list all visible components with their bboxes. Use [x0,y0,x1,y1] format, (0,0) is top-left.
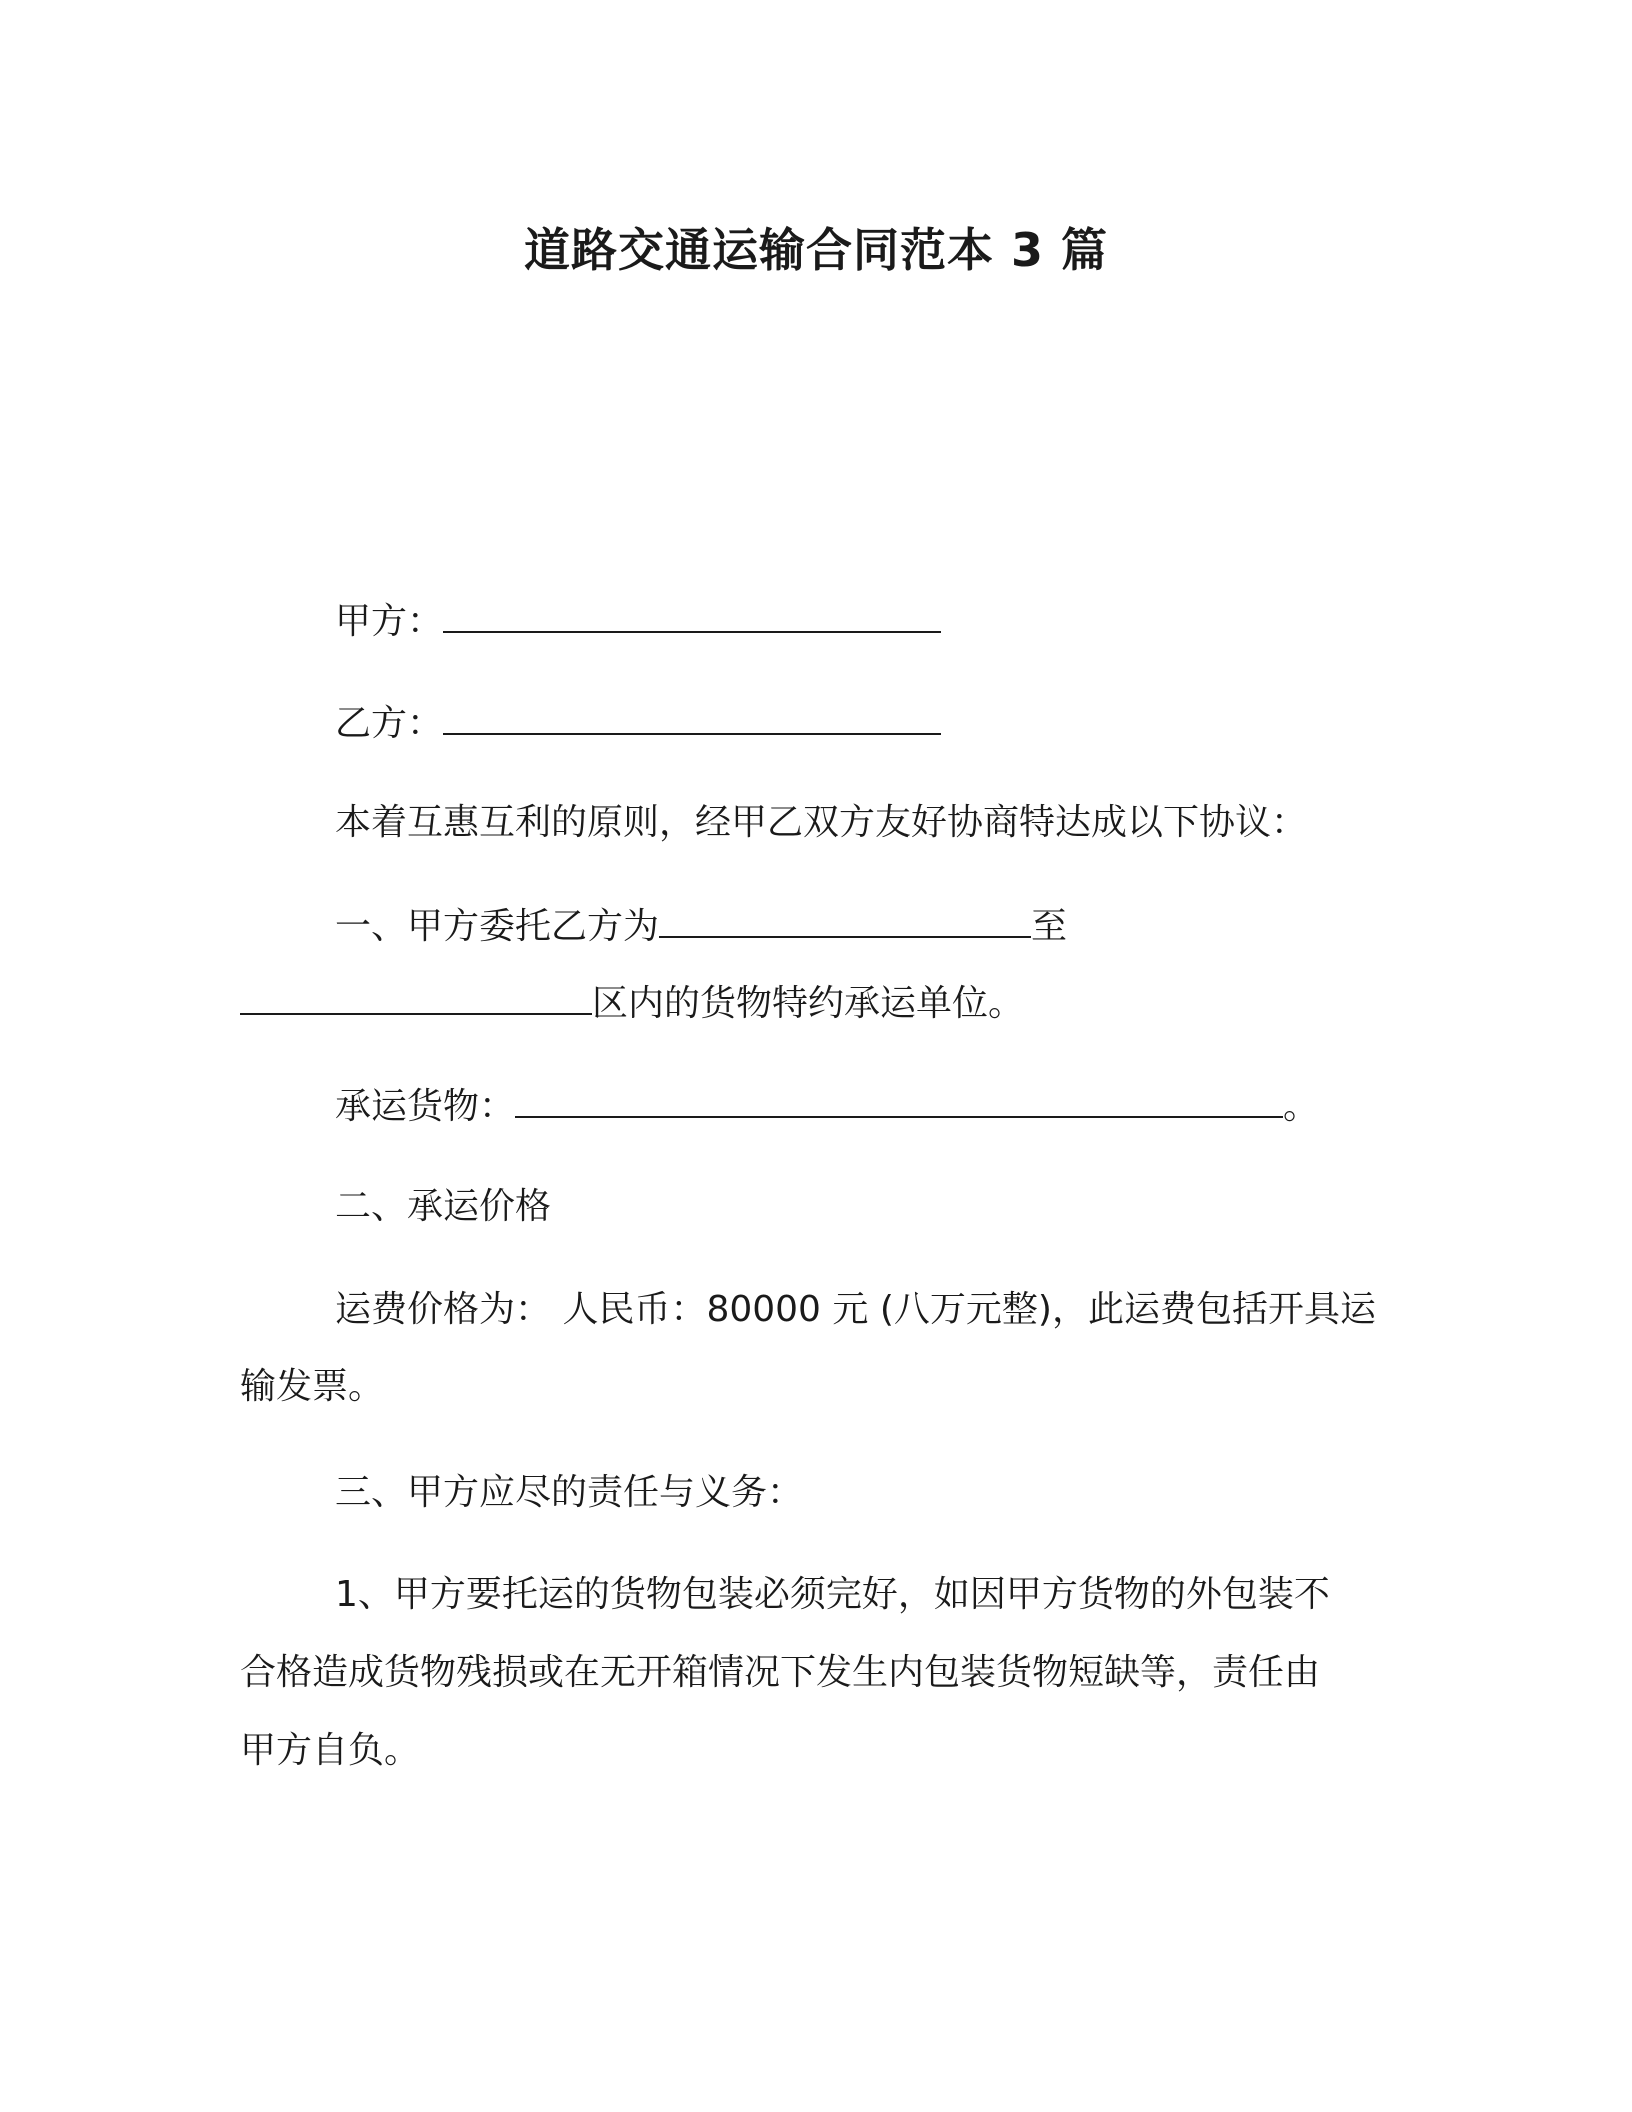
section-1-to: 至 [1031,906,1068,947]
party-a-label: 甲方： [335,601,444,642]
section-1-line-1 [335,900,1067,952]
price-line-1: 运费价格为： 人民币：80000 元 (八万元整)，此运费包括开具运 [335,1289,1376,1330]
party-a-line [335,595,941,647]
document-title: 道路交通运输合同范本 3 篇 [523,223,1109,277]
intro-paragraph: 本着互惠互利的原则，经甲乙双方友好协商特达成以下协议： [335,802,1308,843]
section-3-item-1-line-1: 1、甲方要托运的货物包装必须完好，如因甲方货物的外包装不 [335,1574,1330,1615]
party-b-label: 乙方： [335,703,444,744]
party-a-blank [443,595,941,633]
party-b-blank [443,697,941,735]
goods-label: 承运货物： [335,1086,516,1127]
section-3-item-1-line-3: 甲方自负。 [240,1730,421,1771]
price-line-2: 输发票。 [240,1366,385,1407]
goods-blank [515,1080,1283,1118]
section-1-line-2 [240,977,1024,1029]
destination-blank [240,977,592,1015]
goods-line [335,1080,1319,1132]
party-b-line [335,697,941,749]
section-2-heading: 二、承运价格 [335,1186,552,1227]
section-1-suffix: 区内的货物特约承运单位。 [592,983,1025,1024]
section-3-item-1-line-2: 合格造成货物残损或在无开箱情况下发生内包装货物短缺等，责任由 [240,1652,1321,1693]
goods-suffix: 。 [1283,1086,1320,1127]
origin-blank [659,900,1031,938]
section-1-prefix: 一、甲方委托乙方为 [335,906,660,947]
section-3-heading: 三、甲方应尽的责任与义务： [335,1472,804,1513]
